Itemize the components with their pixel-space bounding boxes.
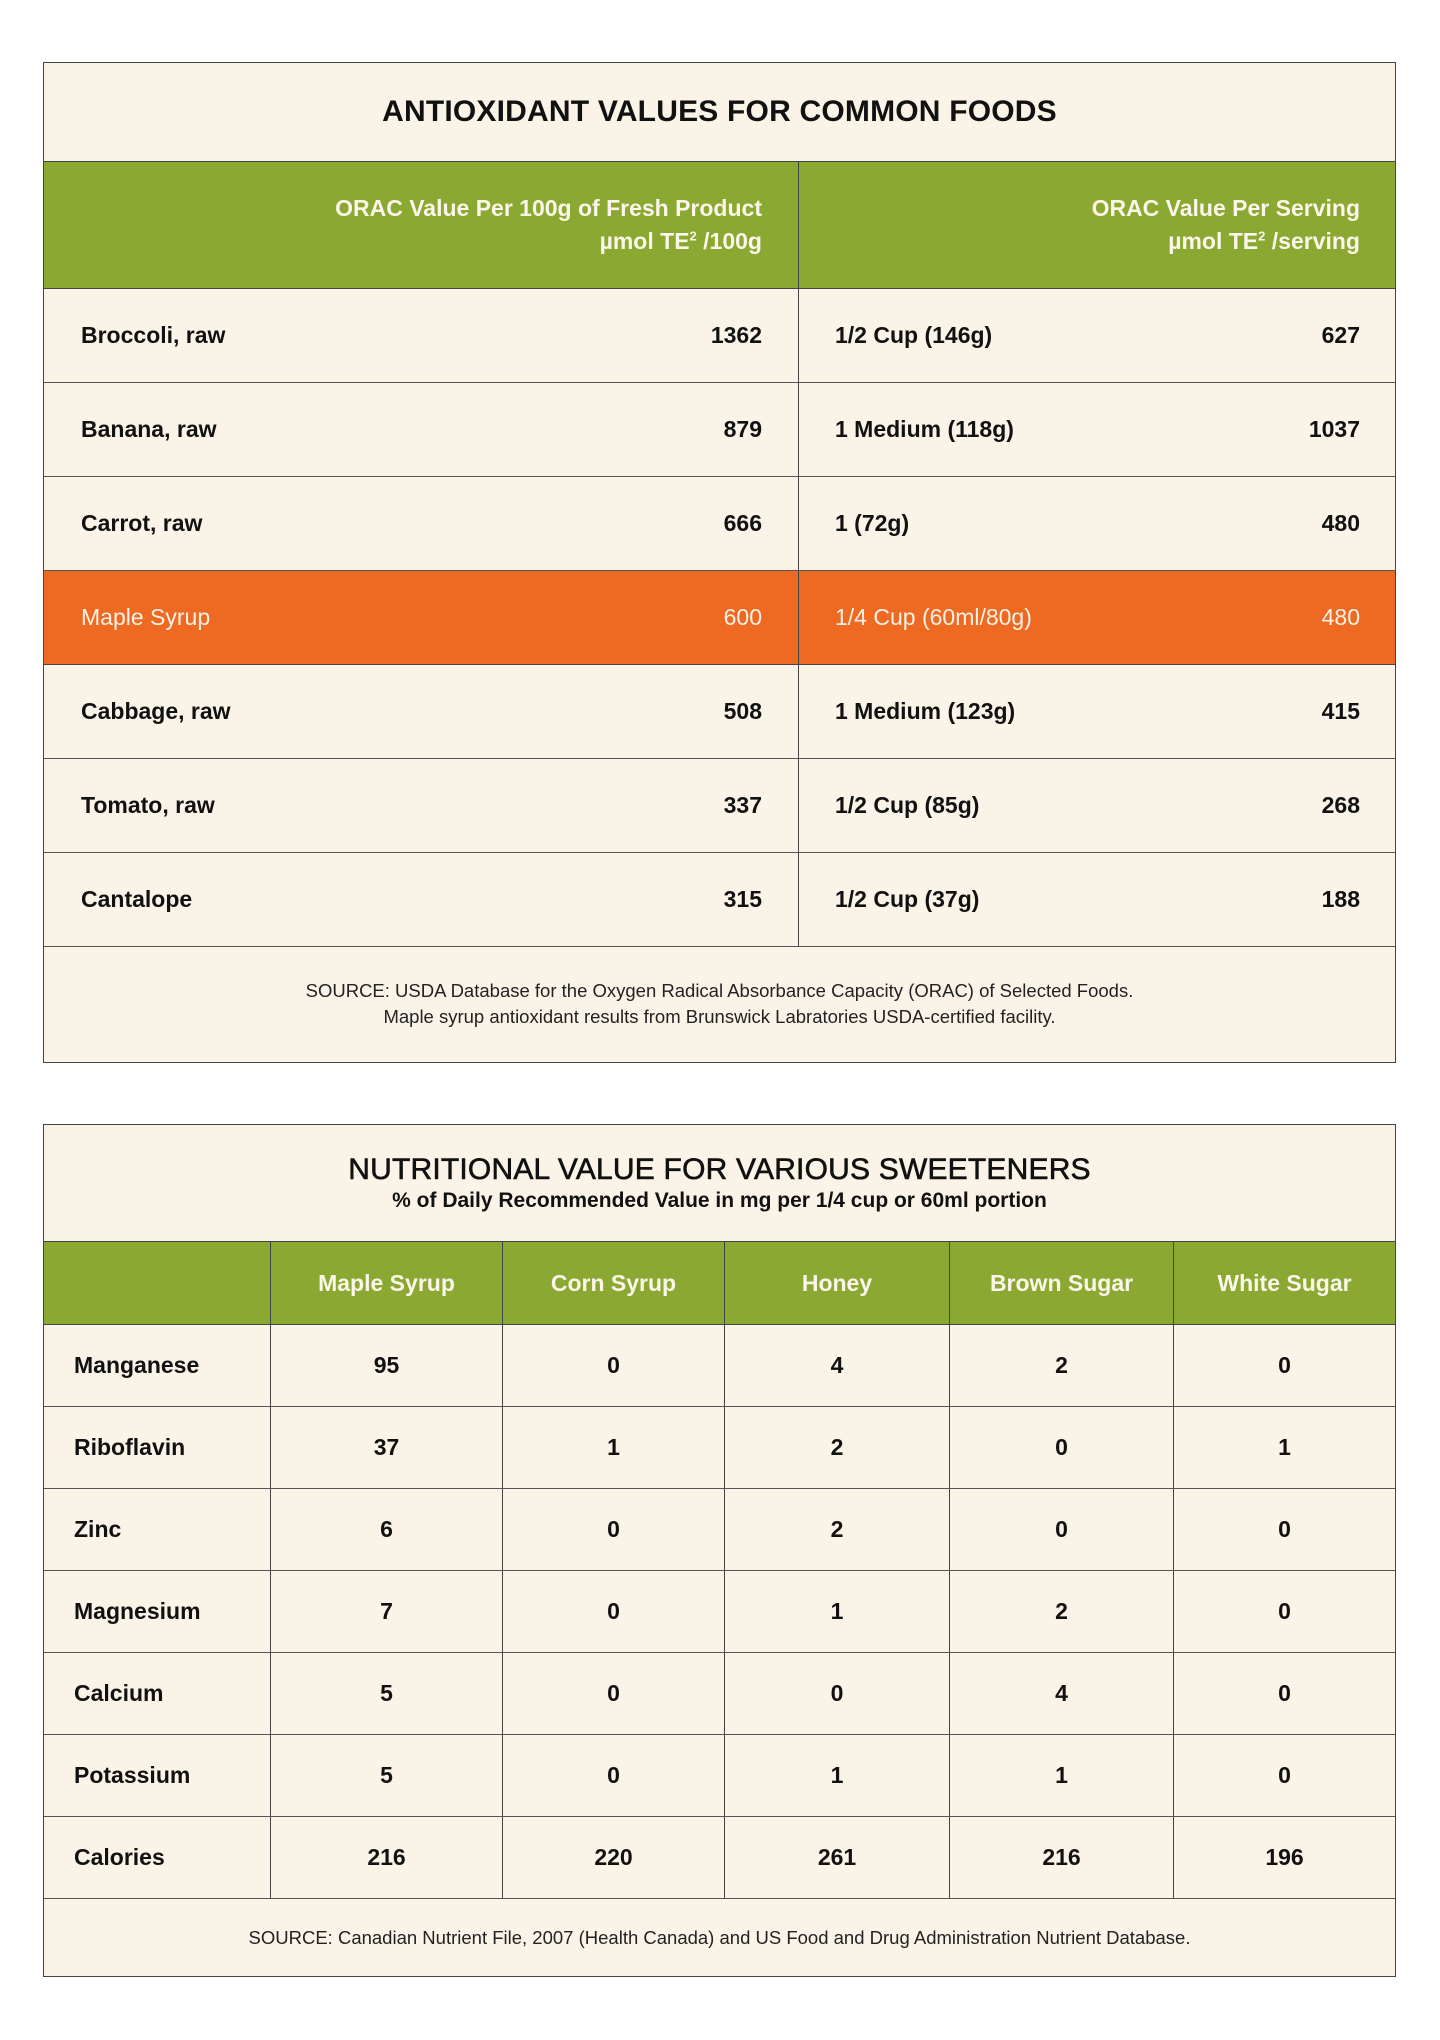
nutrient-name: Potassium	[44, 1735, 271, 1816]
nutrient-value: 0	[950, 1407, 1174, 1488]
nutrient-name: Calcium	[44, 1653, 271, 1734]
orac-per-serving: 268	[1321, 792, 1360, 818]
nutrient-value: 4	[950, 1653, 1174, 1734]
nutrient-value: 95	[271, 1325, 503, 1406]
serving-cell	[799, 383, 1395, 476]
nutrient-value: 2	[725, 1489, 950, 1570]
source-line-1: SOURCE: USDA Database for the Oxygen Radical Absorbance Capacity (ORAC) of Selected Foods.	[305, 979, 1134, 1001]
nutrient-name: Riboflavin	[44, 1407, 271, 1488]
nutrient-value: 216	[271, 1817, 503, 1898]
nutrition-title-block	[44, 1125, 1395, 1242]
antioxidant-table-title: ANTIOXIDANT VALUES FOR COMMON FOODS	[382, 95, 1057, 128]
antioxidant-source-note	[44, 947, 1395, 1060]
nutrient-name: Zinc	[44, 1489, 271, 1570]
unit-prefix: µmol TE	[1168, 228, 1259, 254]
serving-size: 1/2 Cup (85g)	[835, 792, 980, 818]
nutrient-value: 7	[271, 1571, 503, 1652]
header-blank-cell	[44, 1242, 271, 1324]
food-cell	[44, 853, 799, 946]
food-row	[44, 477, 1395, 571]
nutrient-value: 261	[725, 1817, 950, 1898]
antioxidant-rows	[44, 289, 1395, 947]
nutrient-value: 2	[725, 1407, 950, 1488]
unit-superscript: 2	[689, 228, 697, 244]
nutrient-value: 1	[950, 1735, 1174, 1816]
food-cell	[44, 665, 799, 758]
serving-size: 1 Medium (118g)	[835, 416, 1014, 442]
nutrient-value: 4	[725, 1325, 950, 1406]
serving-size: 1/2 Cup (146g)	[835, 322, 993, 348]
nutrient-value: 220	[503, 1817, 725, 1898]
nutrient-value: 5	[271, 1735, 503, 1816]
nutrient-value: 0	[503, 1653, 725, 1734]
food-name: Maple Syrup	[81, 604, 211, 630]
nutrient-value: 0	[1278, 1762, 1291, 1788]
nutrient-value: 0	[1278, 1680, 1291, 1706]
column-header: Corn Syrup	[503, 1242, 725, 1324]
nutrition-header-row	[44, 1242, 1395, 1325]
food-cell	[44, 383, 799, 476]
unit-prefix: µmol TE	[599, 228, 690, 254]
nutrient-value: 0	[1278, 1516, 1291, 1542]
serving-cell	[799, 477, 1395, 570]
nutrient-value: 216	[950, 1817, 1174, 1898]
header-per-100g-line1: ORAC Value Per 100g of Fresh Product	[335, 195, 762, 221]
nutrient-value: 0	[950, 1489, 1174, 1570]
food-cell	[44, 477, 799, 570]
nutrient-name: Manganese	[44, 1325, 271, 1406]
orac-per-100g: 337	[723, 792, 762, 818]
food-name: Tomato, raw	[81, 792, 215, 818]
nutrient-value: 5	[271, 1653, 503, 1734]
nutrient-value: 0	[503, 1325, 725, 1406]
antioxidant-header-row	[44, 162, 1395, 289]
orac-per-serving: 627	[1321, 322, 1360, 348]
food-name: Cabbage, raw	[81, 698, 231, 724]
nutrient-value: 1	[725, 1571, 950, 1652]
nutrient-value: 1	[503, 1407, 725, 1488]
column-header: White Sugar	[1217, 1269, 1352, 1296]
serving-cell	[799, 759, 1395, 852]
source-line-2: Maple syrup antioxidant results from Brunswick Labratories USDA-certified facility.	[383, 1005, 1056, 1027]
food-name: Cantalope	[81, 886, 193, 912]
food-name: Broccoli, raw	[81, 322, 226, 348]
nutrient-value: 2	[950, 1325, 1174, 1406]
orac-per-serving: 188	[1321, 886, 1360, 912]
nutrient-row	[44, 1571, 1395, 1653]
column-header: Honey	[725, 1242, 950, 1324]
food-cell	[44, 759, 799, 852]
orac-per-100g: 879	[723, 416, 762, 442]
food-row	[44, 759, 1395, 853]
header-per-100g	[44, 162, 799, 288]
nutrient-value: 0	[503, 1489, 725, 1570]
food-name: Banana, raw	[81, 416, 217, 442]
orac-per-serving: 1037	[1308, 416, 1360, 442]
nutrient-value: 0	[1278, 1598, 1291, 1624]
serving-cell	[799, 289, 1395, 382]
food-row	[44, 383, 1395, 477]
orac-per-serving: 480	[1321, 510, 1360, 536]
orac-per-100g: 1362	[710, 322, 762, 348]
orac-per-100g: 666	[723, 510, 762, 536]
serving-size: 1 (72g)	[835, 510, 910, 536]
nutrient-name: Calories	[44, 1817, 271, 1898]
serving-cell	[799, 853, 1395, 946]
food-name: Carrot, raw	[81, 510, 203, 536]
nutrient-row	[44, 1407, 1395, 1489]
nutrient-value: 37	[271, 1407, 503, 1488]
nutrition-source-note	[44, 1899, 1395, 1976]
orac-per-serving: 415	[1321, 698, 1360, 724]
orac-per-100g: 600	[723, 604, 762, 630]
nutrition-table-title: NUTRITIONAL VALUE FOR VARIOUS SWEETENERS	[348, 1153, 1091, 1186]
antioxidant-title-block	[44, 63, 1395, 162]
nutrient-row	[44, 1735, 1395, 1817]
nutrient-name: Magnesium	[44, 1571, 271, 1652]
header-per-serving-line2	[1168, 225, 1360, 258]
serving-cell	[799, 571, 1395, 664]
nutrient-row	[44, 1325, 1395, 1407]
unit-suffix: /100g	[696, 228, 762, 254]
nutrient-value: 0	[503, 1735, 725, 1816]
column-header: Maple Syrup	[271, 1242, 503, 1324]
nutrient-value: 0	[1278, 1352, 1291, 1378]
food-row	[44, 571, 1395, 665]
unit-suffix: /serving	[1265, 228, 1360, 254]
nutrition-rows	[44, 1325, 1395, 1899]
nutrition-table-subtitle: % of Daily Recommended Value in mg per 1/4 cup or 60ml portion	[392, 1189, 1047, 1212]
nutrient-value: 0	[503, 1571, 725, 1652]
header-per-100g-line2	[600, 225, 762, 258]
serving-cell	[799, 665, 1395, 758]
nutrient-value: 6	[271, 1489, 503, 1570]
unit-superscript: 2	[1258, 228, 1266, 244]
column-header: Brown Sugar	[950, 1242, 1174, 1324]
nutrient-row	[44, 1489, 1395, 1571]
nutrient-value: 2	[950, 1571, 1174, 1652]
nutrition-table	[43, 1124, 1396, 1977]
orac-per-serving: 480	[1321, 604, 1360, 630]
header-per-serving	[799, 162, 1395, 288]
antioxidant-table	[43, 62, 1396, 1063]
nutrient-value: 1	[1278, 1434, 1291, 1460]
serving-size: 1/2 Cup (37g)	[835, 886, 980, 912]
nutrient-value: 0	[725, 1653, 950, 1734]
food-row	[44, 665, 1395, 759]
orac-per-100g: 315	[723, 886, 762, 912]
food-cell	[44, 289, 799, 382]
food-row	[44, 289, 1395, 383]
nutrient-value: 1	[725, 1735, 950, 1816]
orac-per-100g: 508	[723, 698, 762, 724]
source-line: SOURCE: Canadian Nutrient File, 2007 (Health Canada) and US Food and Drug Administration Nutrient Database.	[248, 1926, 1191, 1948]
nutrient-row	[44, 1817, 1395, 1899]
serving-size: 1 Medium (123g)	[835, 698, 1016, 724]
nutrient-row	[44, 1653, 1395, 1735]
food-cell	[44, 571, 799, 664]
serving-size: 1/4 Cup (60ml/80g)	[835, 604, 1032, 630]
food-row	[44, 853, 1395, 947]
nutrient-value: 196	[1265, 1844, 1304, 1870]
header-per-serving-line1: ORAC Value Per Serving	[1091, 195, 1360, 221]
